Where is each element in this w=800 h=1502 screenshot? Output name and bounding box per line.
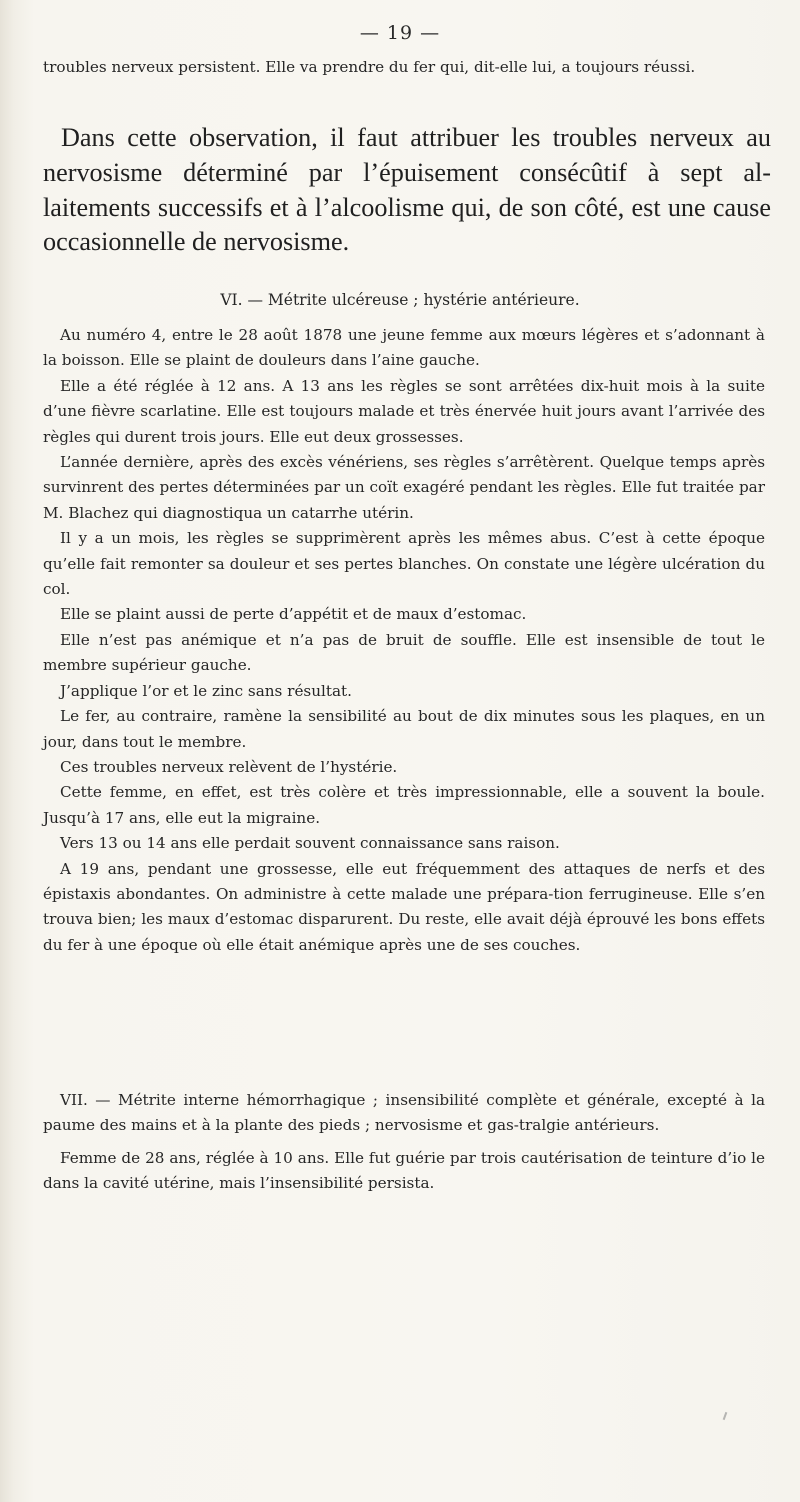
observation-paragraph: Dans cette observation, il faut attribuer les troubles nerveux au nervosisme déterminé par l’épuisement consécûtif à sept al-laitements successifs et à l’alcoolisme qui, de son côté, est une cause occasionnelle de nervosisme. — [43, 123, 771, 257]
section-vi-paragraph: Vers 13 ou 14 ans elle perdait souvent connaissance sans raison. — [60, 834, 560, 853]
section-vi-paragraph: L’année dernière, après des excès vénériens, ses règles s’arrêtèrent. Quelque temps après survinrent des pertes déterminées par un coït exagéré pendant les règles. Elle fut traitée par M. Blachez qui diagnostiqua un catarrhe utérin. — [43, 453, 765, 522]
section-vi-paragraph: Elle n’est pas anémique et n’a pas de bruit de souffle. Elle est insensible de tout le membre supérieur gauche. — [43, 630, 765, 675]
section-vi-paragraph: Ces troubles nerveux relèvent de l’hystérie. — [60, 757, 398, 776]
section-vi-paragraph: Il y a un mois, les règles se supprimèrent après les mêmes abus. C’est à cette époque qu’elle fait remonter sa douleur et ses pertes blanches. On constate une légère ulcération du col. — [43, 529, 765, 599]
ink-speck — [723, 1412, 728, 1420]
intro-paragraph: troubles nerveux persistent. Elle va prendre du fer qui, dit-elle lui, a toujours réussi. — [43, 58, 696, 76]
section-vi-paragraph: A 19 ans, pendant une grossesse, elle eut fréquemment des attaques de nerfs et des épistaxis abondantes. On administre à cette malade une prépara-tion ferrugineuse. Elle s’en trouva bien; les maux d’estomac disparurent. Du reste, elle avait déjà éprouvé les bons effets du fer à une époque où elle était anémique après une de ses couches. — [43, 859, 765, 954]
section-vi-paragraph: Le fer, au contraire, ramène la sensibilité au bout de dix minutes sous les plaques, en un jour, dans tout le membre. — [43, 707, 765, 751]
section-vii-body — [43, 1088, 765, 1197]
section-vi-paragraph: Cette femme, en effet, est très colère et très impressionnable, elle a souvent la boule. Jusqu’à 17 ans, elle eut la migraine. — [43, 783, 765, 827]
section-vii-paragraph: Femme de 28 ans, réglée à 10 ans. Elle fut guérie par trois cautérisation de teinture d’io le dans la cavité utérine, mais l’insensibilité persista. — [43, 1148, 765, 1193]
section-vi-paragraph: J’applique l’or et le zinc sans résultat. — [60, 681, 352, 700]
intro-paragraph-block — [43, 55, 765, 80]
page-number: — 19 — — [359, 22, 441, 44]
section-vi-paragraph: Elle se plaint aussi de perte d’appétit et de maux d’estomac. — [60, 605, 527, 624]
section-vi-heading: VI. — Métrite ulcéreuse ; hystérie antérieure. — [220, 291, 580, 309]
section-vi-paragraph: Au numéro 4, entre le 28 août 1878 une jeune femme aux mœurs légères et s’adonnant à la boisson. Elle se plaint de douleurs dans l’aine gauche. — [43, 326, 765, 370]
section-vi-body — [43, 323, 765, 958]
observation-block — [43, 121, 771, 260]
section-vii-heading: VII. — Métrite interne hémorrhagique ; insensibilité complète et générale, excepté à la paume des mains et à la plante des pieds ; nervosisme et gas-tralgie antérieurs. — [43, 1091, 765, 1135]
section-vi-paragraph: Elle a été réglée à 12 ans. A 13 ans les règles se sont arrêtées dix-huit mois à la suite d’une fièvre scarlatine. Elle est toujours malade et très énervée huit jours avant l’arrivée des règles qui durent trois jours. Elle eut deux grossesses. — [43, 376, 765, 446]
